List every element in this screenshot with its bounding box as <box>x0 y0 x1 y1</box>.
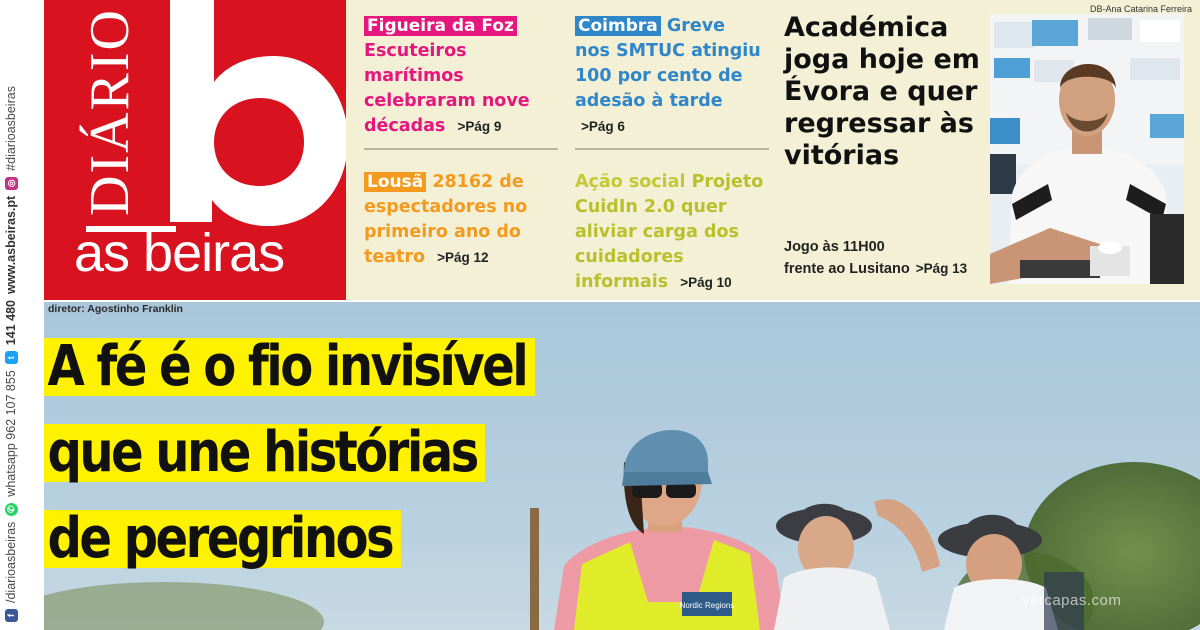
story-text: CuidIn 2.0 quer aliviar carga dos cuidadores informais <box>575 197 739 292</box>
story-tag: Figueira da Foz <box>364 16 517 36</box>
photo-credit: DB-Ana Catarina Ferreira <box>1090 4 1193 14</box>
twitter-icon: t <box>5 351 18 364</box>
page-ref: >Pág 6 <box>581 119 625 134</box>
vest-label: Nordic Regions <box>679 601 735 610</box>
director-credit: diretor: Agostinho Franklin <box>48 303 183 315</box>
story-acao-social[interactable] <box>575 170 775 295</box>
page-ref: >Pág 13 <box>915 261 968 276</box>
side-contact-strip <box>0 0 42 630</box>
story-text: Greve nos SMTUC atingiu 100 por cento de adesão à tarde <box>575 16 761 111</box>
side-contact-text <box>2 2 20 622</box>
instagram-icon: ◎ <box>5 177 18 190</box>
headline-line-3: de peregrinos <box>44 510 401 568</box>
instagram-handle: #diarioasbeiras <box>4 86 18 171</box>
page-ref: >Pág 12 <box>437 250 489 265</box>
academica-subline <box>784 236 994 280</box>
page-ref: >Pág 9 <box>457 119 502 134</box>
story-head: Projeto <box>691 172 764 192</box>
match-opponent: frente ao Lusitano <box>784 261 910 277</box>
facebook-handle: /diarioasbeiras <box>4 521 18 603</box>
story-number: 28162 <box>432 172 494 192</box>
story-figueira[interactable] <box>364 14 564 139</box>
masthead-diario: DIÁRIO <box>79 8 141 216</box>
academica-headline[interactable]: Académica joga hoje em Évora e quer regressar às vitórias <box>784 12 980 171</box>
whatsapp-icon: ✆ <box>5 503 18 516</box>
whatsapp-number: whatsapp 962 107 855 <box>4 370 18 497</box>
headline-line-1: A fé é o fio invisível <box>44 338 535 396</box>
follower-count: 141 480 <box>4 300 18 346</box>
story-lousa[interactable] <box>364 170 554 270</box>
facebook-icon: f <box>5 609 18 622</box>
story-coimbra[interactable] <box>575 14 765 139</box>
masthead-brand: as beiras <box>74 223 285 283</box>
headline-line-2: que une histórias <box>44 424 485 482</box>
watermark: vercapas.com <box>1022 592 1122 609</box>
story-text: de espectadores no primeiro ano do teatro <box>364 172 528 267</box>
match-time: Jogo às 11H00 <box>784 239 885 255</box>
story-tag: Ação social <box>575 172 686 192</box>
story-tag: Lousã <box>364 172 426 192</box>
coach-press-photo <box>990 14 1184 284</box>
masthead-b-letter <box>162 0 346 230</box>
divider <box>364 148 558 150</box>
website-url: www.asbeiras.pt <box>4 195 18 295</box>
page-ref: >Pág 10 <box>680 275 732 290</box>
divider <box>575 148 769 150</box>
story-text: Escuteiros marítimos celebraram nove décadas <box>364 41 530 136</box>
main-headline[interactable] <box>44 334 527 596</box>
masthead-logo <box>44 0 346 300</box>
story-tag: Coimbra <box>575 16 661 36</box>
